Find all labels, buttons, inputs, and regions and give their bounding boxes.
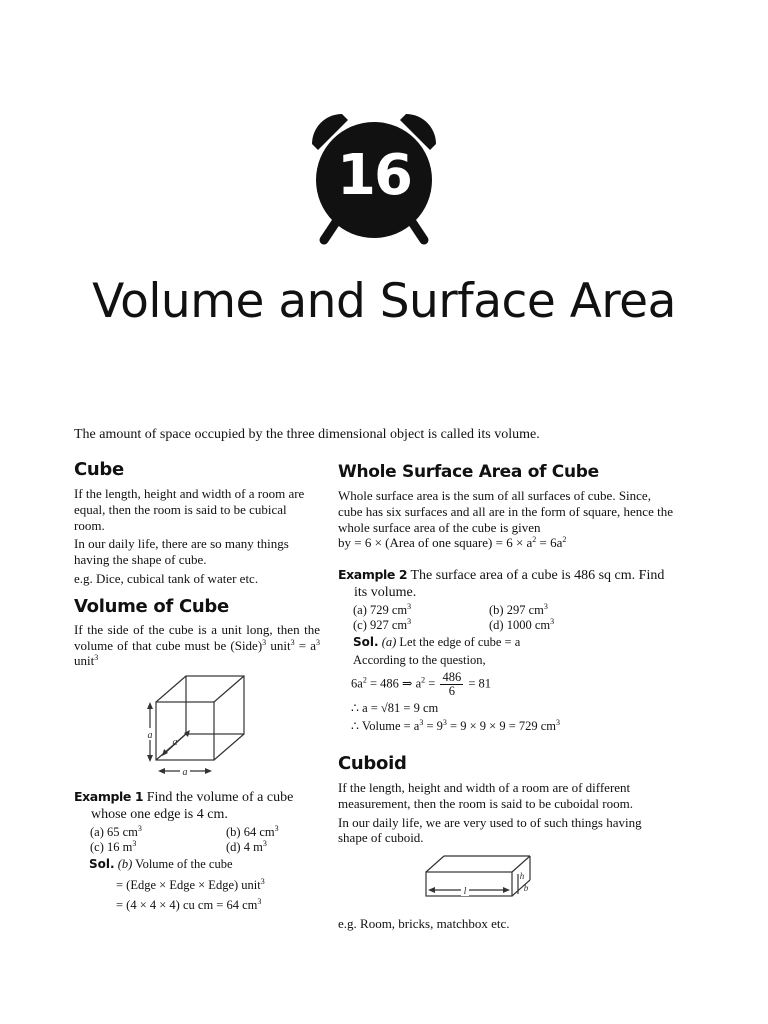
chapter-title: Volume and Surface Area — [92, 274, 676, 329]
cuboid-para-3: e.g. Room, bricks, matchbox etc. — [338, 916, 510, 931]
example-1-option-d: (d) 4 $m^3$ — [226, 839, 267, 854]
volume-of-cube-heading: Volume of Cube — [74, 595, 229, 617]
example-2-equation-1: $6a^2 = 486$ ⇒ $a^2$ = $\frac{486}{6}$ = 81 — [351, 670, 492, 698]
cube-heading: Cube — [74, 459, 124, 480]
example-2-solution: Sol. (a) Let the edge of cube = a — [353, 635, 521, 649]
example-1-question: Find the volume of a cube whose one edge is 4 cm. — [91, 790, 294, 822]
cuboid-para-2: In our daily life, we are very used to of such things having shape of cuboid. — [338, 814, 642, 846]
example-1-option-c: (c) 16 $m^3$ — [90, 839, 137, 854]
example-1-label: Example 1 — [74, 789, 144, 804]
chapter-number: 16 — [337, 143, 411, 208]
example-2-option-c: (c) 927 $cm^3$ — [353, 617, 412, 632]
cuboid-label-breadth: b — [523, 883, 529, 893]
example-1-option-a: (a) 65 $cm^3$ — [90, 824, 142, 839]
example-2 — [338, 566, 674, 735]
wsa-cube-formula: by = 6 × (Area of one square) = $6 \times a^2 = 6a^2$ — [338, 535, 567, 551]
example-2-equation-2: ∴ a = √81 = 9 cm — [351, 701, 439, 715]
example-1 — [74, 788, 324, 914]
example-1-solution: Sol. (b) Volume of the cube — [89, 857, 233, 871]
example-1-solution-line-2: = (Edge × Edge × Edge) unit$^3$ — [116, 877, 265, 892]
cuboid-label-height: h — [519, 871, 525, 881]
cuboid-label-length: l — [463, 886, 467, 897]
cube-para-3: e.g. Dice, cubical tank of water etc. — [74, 570, 259, 586]
left-column — [74, 458, 320, 672]
cuboid-section — [338, 752, 674, 849]
cube-figure — [142, 672, 262, 778]
example-2-option-a: (a) 729 $cm^3$ — [353, 602, 412, 617]
cube-para-1: If the length, height and width of a room are equal, then the room is said to be cubical room. — [74, 486, 305, 533]
cube-label-length: a — [182, 767, 188, 778]
example-1-options — [90, 825, 324, 855]
cube-label-height: a — [147, 730, 153, 741]
wsa-cube-para: Whole surface area is the sum of all surfaces of cube. Since, cube has six surfaces and all are in the form of square, hence the whole surface area of the cube is given — [338, 488, 673, 535]
example-2-label: Example 2 — [338, 567, 408, 582]
right-column — [338, 460, 674, 554]
example-2-question: The surface area of a cube is 486 sq cm. Find its volume. — [354, 568, 665, 600]
example-2-options — [353, 603, 674, 633]
example-2-option-b: (b) 297 $cm^3$ — [489, 602, 548, 617]
example-2-equation-3: ∴ Volume = $a^3 = 9^3 = 9 \times 9 \times 9 = 729$ $cm^3$ — [351, 718, 561, 733]
example-1-option-b: (b) 64 $cm^3$ — [226, 824, 279, 839]
volume-of-cube-para: If the side of the cube is a unit long, then the volume of that cube must be (Side)$^3$ unit$^3$ = $a^3$ unit$^3$ — [74, 621, 321, 669]
wsa-cube-heading: Whole Surface Area of Cube — [338, 462, 599, 482]
example-2-option-d: (d) 1000 $cm^3$ — [489, 617, 555, 632]
fraction-486-over-6: $\frac{486}{6}$ — [442, 670, 462, 698]
cuboid-heading: Cuboid — [338, 753, 407, 774]
example-2-solution-line-2: According to the question, — [353, 653, 486, 667]
cube-label-depth: a — [172, 737, 178, 748]
intro-text: The amount of space occupied by the three dimensional object is called its volume. — [74, 427, 540, 442]
cuboid-para-1: If the length, height and width of a room are of different measurement, then the room is said to be cuboidal room. — [338, 780, 633, 811]
cuboid-figure — [420, 852, 536, 908]
cube-para-2: In our daily life, there are so many things having the shape of cube. — [74, 536, 289, 568]
example-1-solution-line-3: = (4 × 4 × 4) cu cm = 64 $cm^3$ — [116, 897, 262, 912]
